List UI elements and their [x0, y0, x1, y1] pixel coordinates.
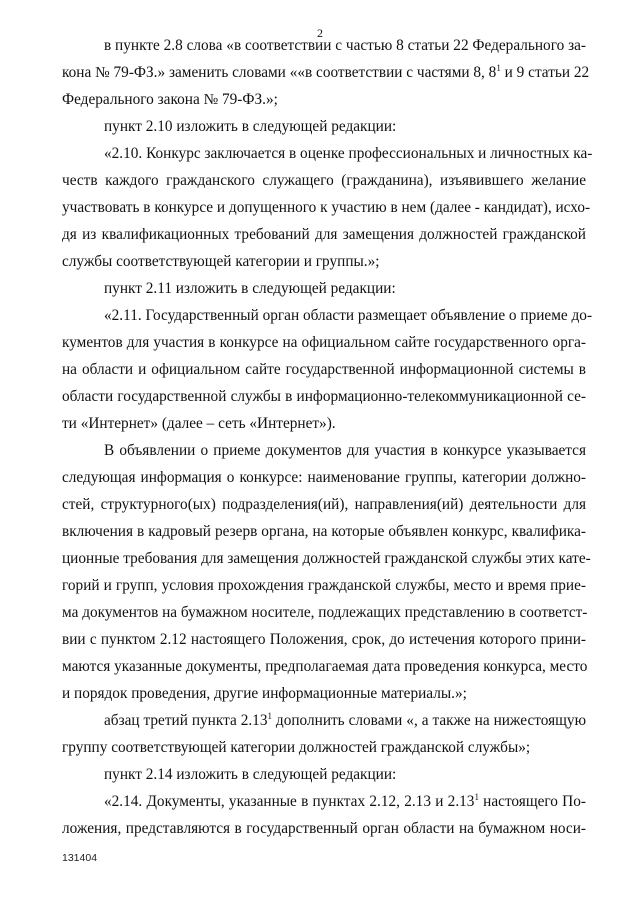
superscript: 1	[474, 792, 479, 802]
text-line: группу соответствующей категории должностей гражданской службы»;	[62, 739, 531, 756]
text-line: В объявлении о приеме документов для участия в конкурсе указывается	[104, 442, 586, 459]
text-line: ти «Интернет» (далее – сеть «Интернет»).	[62, 415, 336, 432]
superscript: 1	[496, 63, 501, 73]
text-line: «2.10. Конкурс заключается в оценке профессиональных и личностных ка-	[104, 145, 593, 162]
text-line: кона № 79-ФЗ.» заменить словами ««в соответствии с частями 8, $8^1$ и 9 статьи 22	[62, 63, 590, 81]
text-line: участвовать в конкурсе и допущенного к участию в нем (далее - кандидат), исхо-	[62, 199, 591, 216]
text-line: абзац третий пункта 2.13$^1$ дополнить словами «, а также на нижестоящую	[104, 711, 586, 729]
text-line: вии с пунктом 2.12 настоящего Положения, срок, до истечения которого прини-	[62, 631, 586, 648]
text-line: дя из квалификационных требований для замещения должностей гражданской	[62, 226, 586, 243]
text-line: и порядок проведения, другие информационные материалы.»;	[62, 685, 467, 702]
text-line: кументов для участия в конкурсе на официальном сайте государственного орга-	[62, 334, 586, 351]
text-line: стей, структурного(ых) подразделения(ий), направления(ий) деятельности для	[62, 496, 586, 513]
text-line: Федерального закона № 79-ФЗ.»;	[62, 91, 278, 108]
text-line: следующая информация о конкурсе: наименование группы, категории должно-	[62, 469, 586, 486]
text-line: маются указанные документы, предполагаемая дата проведения конкурса, место	[62, 658, 588, 675]
text-line: пункт 2.11 изложить в следующей редакции:	[104, 280, 396, 297]
text-line: включения в кадровый резерв органа, на которые объявлен конкурс, квалифика-	[62, 523, 586, 540]
text-line: пункт 2.14 изложить в следующей редакции:	[104, 766, 397, 783]
page-number: 2	[317, 26, 323, 40]
document-code: 131404	[62, 852, 98, 864]
text-line: на области и официальном сайте государственной информационной системы в	[62, 361, 586, 378]
text-line: честв каждого гражданского служащего (гражданина), изъявившего желание	[62, 172, 586, 189]
text-line: в пункте 2.8 слова «в соответствии с частью 8 статьи 22 Федерального за-	[104, 37, 586, 54]
text-line: пункт 2.10 изложить в следующей редакции:	[104, 118, 397, 135]
text-line: области государственной службы в информационно-телекоммуникационной се-	[62, 388, 586, 405]
text-line: ма документов на бумажном носителе, подлежащих представлению в соответст-	[62, 604, 588, 621]
text-line: ложения, представляются в государственный орган области на бумажном носи-	[62, 820, 586, 837]
text-line: горий и групп, условия прохождения гражданской службы, место и время прие-	[62, 577, 586, 594]
text-line: ционные требования для замещения должностей гражданской службы этих кате-	[62, 550, 591, 567]
text-line: службы соответствующей категории и группы.»;	[62, 253, 380, 270]
text-line: «2.11. Государственный орган области размещает объявление о приеме до-	[104, 307, 593, 324]
superscript: 1	[267, 711, 272, 721]
text-line: «2.14. Документы, указанные в пунктах 2.12, 2.13 и 2.13$^1$ настоящего По-	[104, 792, 586, 810]
